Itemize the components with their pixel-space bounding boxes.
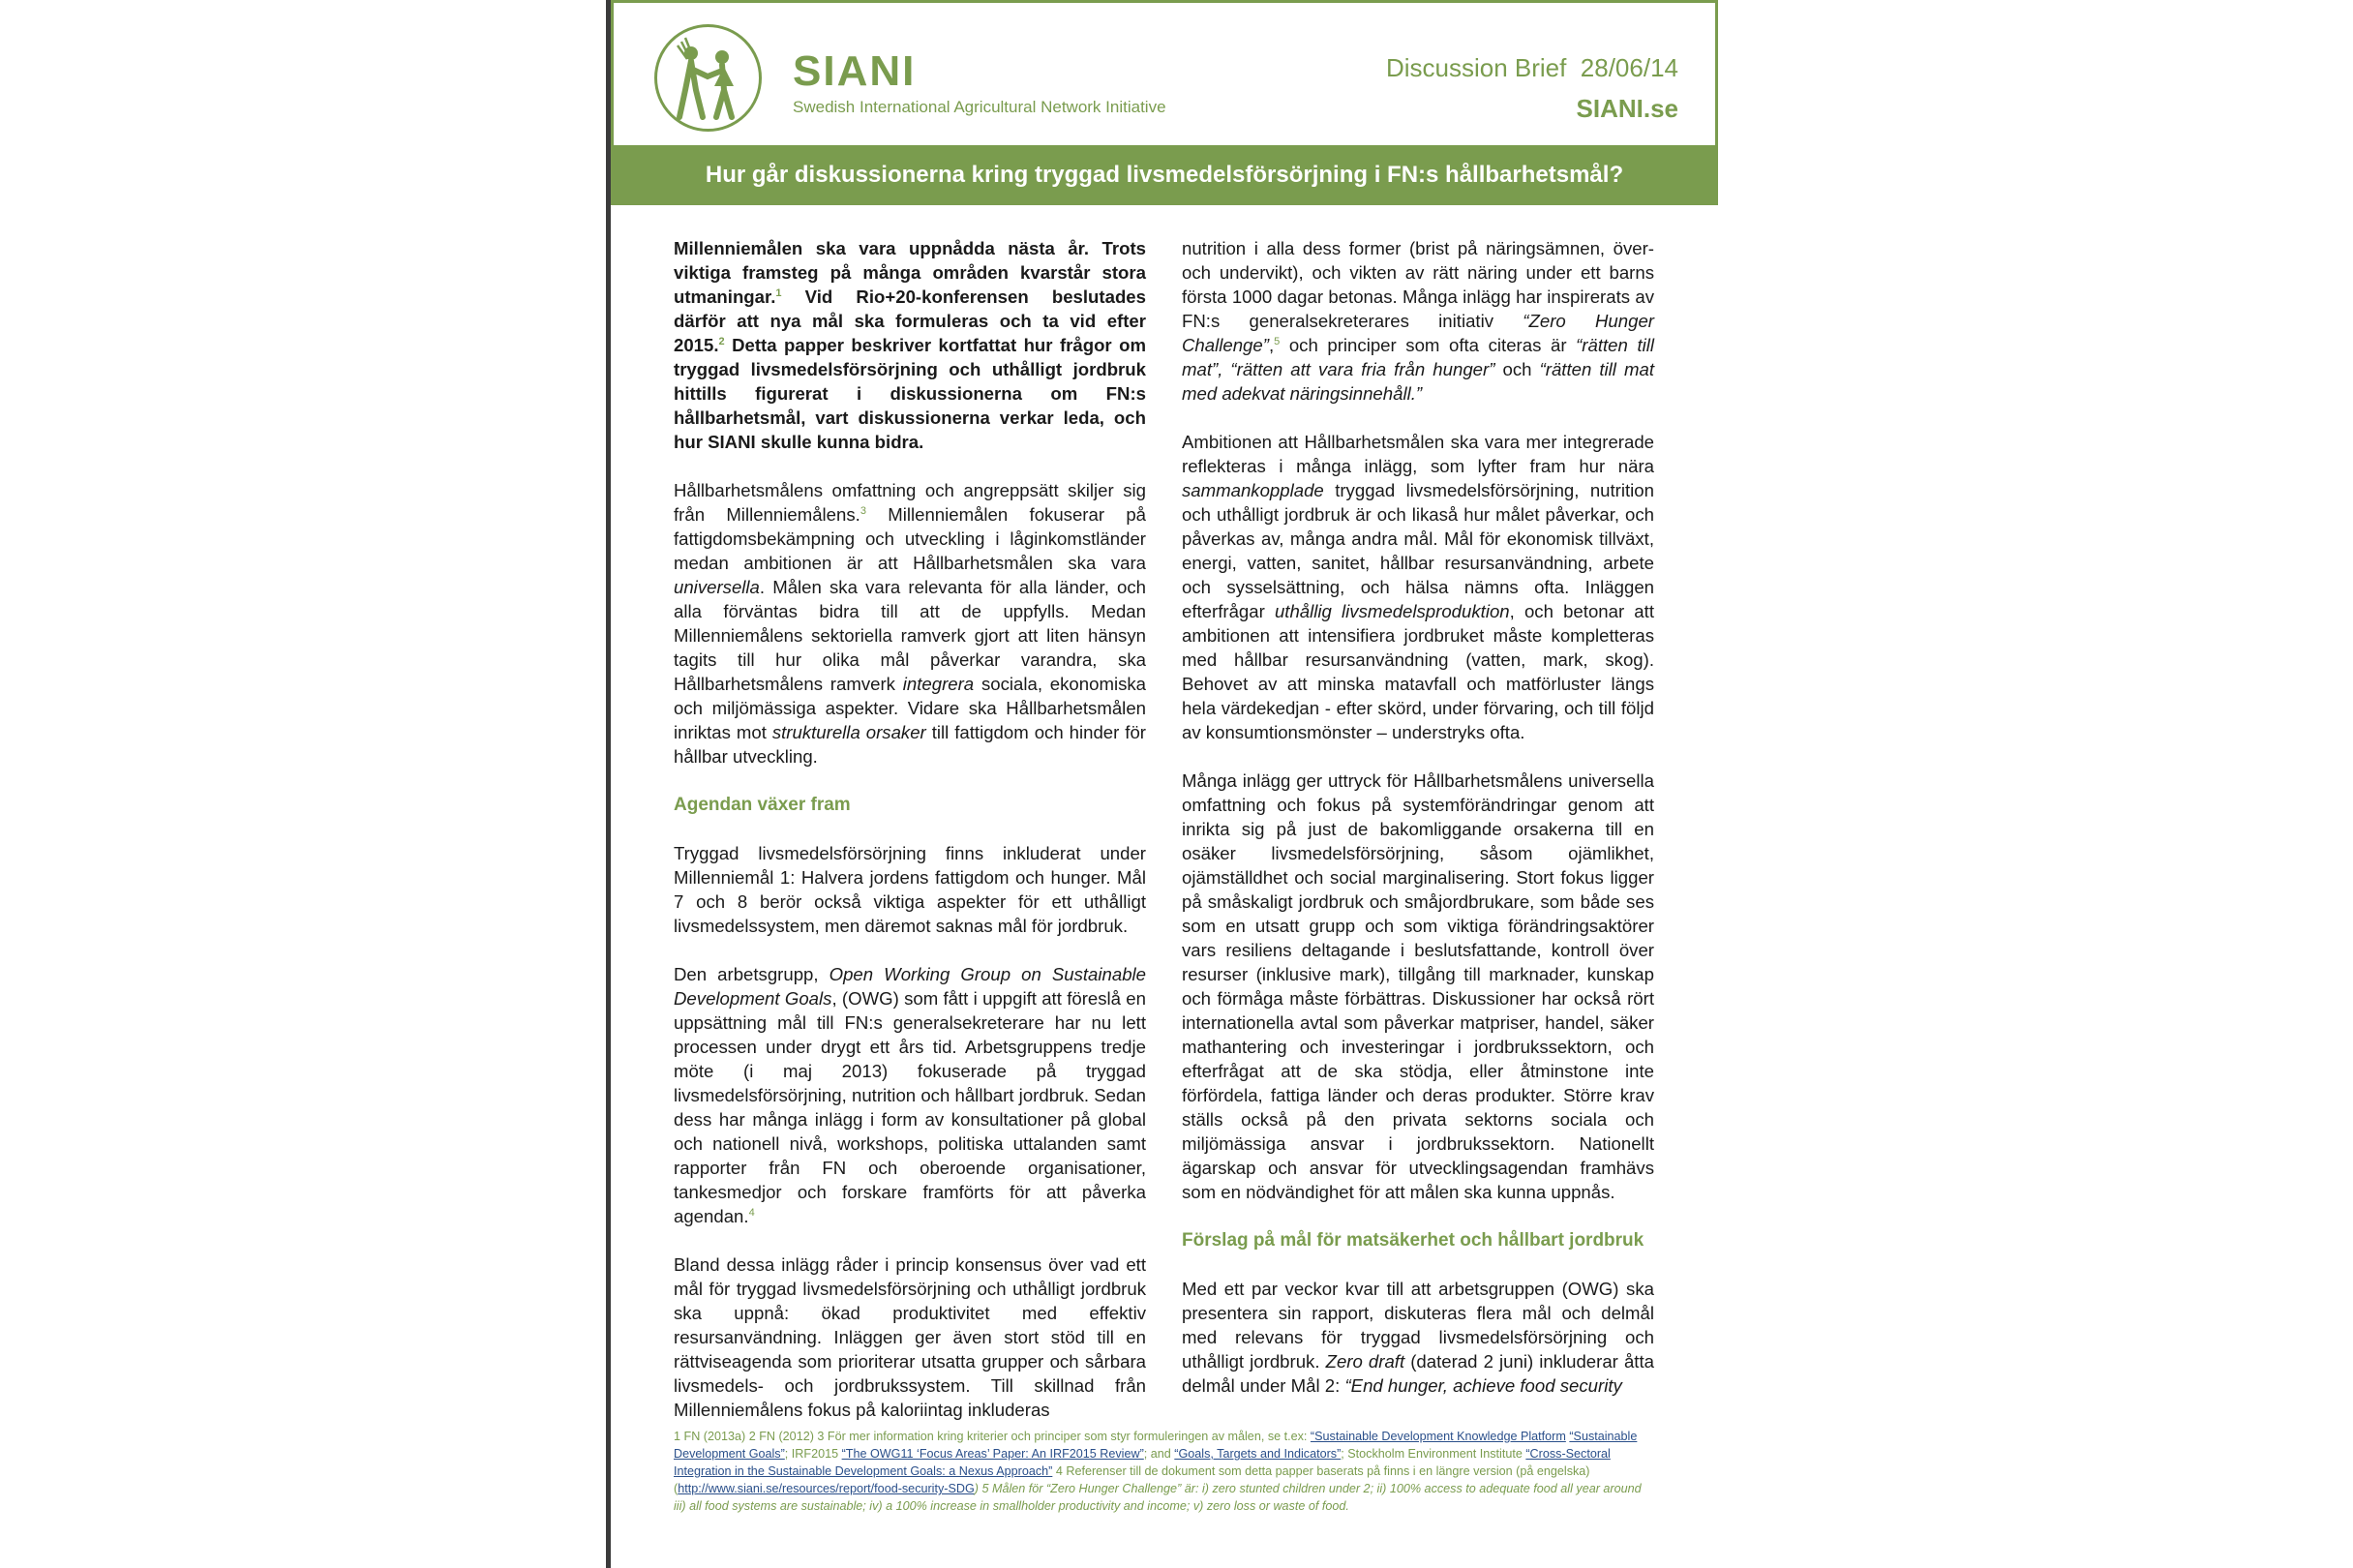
document-page — [611, 0, 1724, 1568]
brief-date: Discussion Brief 28/06/14 — [1385, 53, 1678, 82]
footnote-link[interactable]: “The OWG11 ‘Focus Areas’ Paper: An IRF2015 Review” — [841, 1447, 1144, 1461]
left-column — [674, 236, 1146, 1446]
site-link[interactable]: SIANI.se — [1576, 94, 1678, 123]
right-column — [1182, 236, 1654, 1422]
siani-logo-icon — [652, 22, 764, 134]
paragraph: nutrition i alla dess former (brist på näringsämnen, över- och undervikt), och vikten av rätt näring under ett barns första 1000 dagar betonas. Många inlägg har inspirerats av FN:s generalsekreterares initiativ “Zero Hunger Challenge”,$^5$ och principer som ofta citeras är “rätten till mat”, “rätten att vara fria från hunger” och “rätten till mat med adekvat näringsinnehåll.” — [1182, 238, 1655, 404]
footnote-link[interactable]: “Sustainable Development Goals” — [674, 1430, 1638, 1461]
header — [611, 0, 1718, 145]
brand-name: SIANI — [793, 47, 917, 95]
footnote-link[interactable]: http://www.siani.se/resources/report/food-security-SDG — [678, 1482, 975, 1495]
paragraph: Med ett par veckor kvar till att arbetsgruppen (OWG) ska presentera sin rapport, diskuteras flera mål och delmål med relevans för tryggad livsmedelsförsörjning och uthålligt jordbruk. Zero draft (daterad 2 juni) inkluderar åtta delmål under Mål 2: “End hunger, achieve food security — [1182, 1279, 1654, 1396]
footnote-link[interactable]: “Goals, Targets and Indicators” — [1174, 1447, 1342, 1461]
paragraph: Hållbarhetsmålens omfattning och angreppsätt skiljer sig från Millenniemålens.$^3$ Millenniemålen fokuserar på fattigdomsbekämpning och utveckling i låginkomstländer medan ambitionen är att Hållbarhetsmålen ska vara universella. Målen ska vara relevanta för alla länder, och alla förväntas bidra till att de uppfylls. Medan Millenniemålens sektoriella ramverk gjort att liten hänsyn tagits till hur olika mål påverkar varandra, ska Hållbarhetsmålens ramverk integrera sociala, ekonomiska och miljömässiga aspekter. Vidare ska Hållbarhetsmålen inriktas mot strukturella orsaker till fattigdom och hinder för hållbar utveckling. — [674, 480, 1147, 767]
paragraph: Den arbetsgrupp, Open Working Group on Sustainable Development Goals, (OWG) som fått i uppgift att föreslå en uppsättning mål till FN:s generalsekreterare har nu lett processen under drygt ett års tid. Arbetsgruppens tredje möte (i maj 2013) fokuserade på tryggad livsmedelsförsörjning, nutrition och hållbart jordbruk. Sedan dess har många inlägg i form av konsultationer på global och nationell nivå, workshops, politiska uttalanden samt rapporter från FN och oberoende organisationer, tankesmedjor och forskare framförts för att påverka agendan.$^4$ — [674, 964, 1147, 1226]
paragraph: Tryggad livsmedelsförsörjning finns inkluderat under Millenniemål 1: Halvera jordens fattigdom och hunger. Mål 7 och 8 berör också viktiga aspekter för ett uthålligt livsmedelssystem, men däremot saknas mål för jordbruk. — [674, 843, 1146, 936]
brand-subtitle: Swedish International Agricultural Network Initiative — [793, 98, 1166, 116]
paragraph: Många inlägg ger uttryck för Hållbarhetsmålens universella omfattning och fokus på systemförändringar genom att inrikta sig på just de bakomliggande orsakerna till en osäker livsmedelsförsörjning, såsom ojämlikhet, ojämställdhet och social marginalisering. Stort fokus ligger på småskaligt jordbruk och småjordbrukare, som både ses som en utsatt grupp och som viktiga förändringsaktörer vars resiliens deltagande i beslutsfattande, kontroll över resurser (inklusive mark), tillgång till marknader, kunskap och förmåga måste förbättras. Diskussioner har också rört internationella avtal som påverkar matpriser, handel, säker mathantering och investeringar i jordbrukssektorn, och efterfrågat att de ska stödja, eller åtminstone inte förfördela, fattiga länder och deras produkter. Större krav ställs också på den privata sektorns sociala och miljömässiga ansvar i jordbrukssektorn. Nationellt ägarskap och ansvar för utvecklingsagendan framhävs som en nödvändighet för att målen ska kunna uppnås. — [1182, 770, 1654, 1202]
section-heading: Agendan växer fram — [674, 795, 851, 815]
paragraph: Bland dessa inlägg råder i princip konsensus över vad ett mål för tryggad livsmedelsförsörjning och uthålligt jordbruk ska uppnå: ökad produktivitet med effektiv resursanvändning. Inläggen ger även stort stöd till en rättviseagenda som prioriterar utsatta grupper och sårbara livsmedels- och jordbrukssystem. Till skillnad från Millenniemålens fokus på kaloriintag inkluderas — [674, 1254, 1146, 1420]
intro-paragraph: Millenniemålen ska vara uppnådda nästa år. Trots viktiga framsteg på många områden kvarstår stora utmaningar.$^1$ Vid Rio+20-konferensen beslutades därför att nya mål ska formuleras och ta vid efter 2015.$^2$ Detta papper beskriver kortfattat hur frågor om tryggad livsmedelsförsörjning och uthålligt jordbruk hittills figurerat i diskussionerna om FN:s hållbarhetsmål, vart diskussionerna verkar leda, och hur SIANI skulle kunna bidra. — [674, 238, 1146, 452]
paragraph: Ambitionen att Hållbarhetsmålen ska vara mer integrerade reflekteras i många inlägg, som lyfter fram hur nära sammankopplade tryggad livsmedelsförsörjning, nutrition och uthålligt jordbruk är och likaså hur målet påverkar, och påverkas av, många andra mål. Mål för ekonomisk tillväxt, energi, vatten, sanitet, hållbar resursanvändning, arbete och sysselsättning, och hälsa nämns ofta. Inläggen efterfrågar uthållig livsmedelsproduktion, och betonar att ambitionen att intensifiera jordbruket måste kompletteras med hållbar resursanvändning (vatten, mark, skog). Behovet av att minska matavfall och matförluster längs hela värdekedjan - efter skörd, under förvaring, och till följd av konsumtionsmönster – understryks ofta. — [1182, 432, 1654, 742]
footnote-link[interactable]: “Cross-Sectoral Integration in the Sustainable Development Goals: a Nexus Approach” — [674, 1447, 1611, 1478]
section-heading: Förslag på mål för matsäkerhet och hållbart jordbruk — [1182, 1230, 1644, 1251]
footnotes: 1 FN (2013a) 2 FN (2012) 3 För mer information kring kriterier och principer som styr formuleringen av målen, se t.ex: “Sustainable Development Knowledge Platform “Sustainable Development Goals”; IRF2015 “The OWG11 ‘Focus Areas’ Paper: An IRF2015 Review”; and “Goals, Targets and Indicators”; Stockholm Environment Institute “Cross-Sectoral Integration in the Sustainable Development Goals: a Nexus Approach” 4 Referenser till de dokument som detta papper baserats på finns i en längre version (på engelska) (http://www.siani.se/resources/report/food-security-SDG) 5 Målen för “Zero Hunger Challenge” är: i) zero stunted children under 2; ii) 100% access to adequate food all year around iii) all food systems are sustainable; iv) a 100% increase in smallholder productivity and income; v) zero loss or waste of food. — [674, 1430, 1642, 1513]
document-title: Hur går diskussionerna kring tryggad livsmedelsförsörjning i FN:s hållbarhetsmål? — [705, 162, 1624, 188]
footnote-link[interactable]: “Sustainable Development Knowledge Platform — [1310, 1430, 1566, 1443]
title-bar — [611, 145, 1718, 205]
